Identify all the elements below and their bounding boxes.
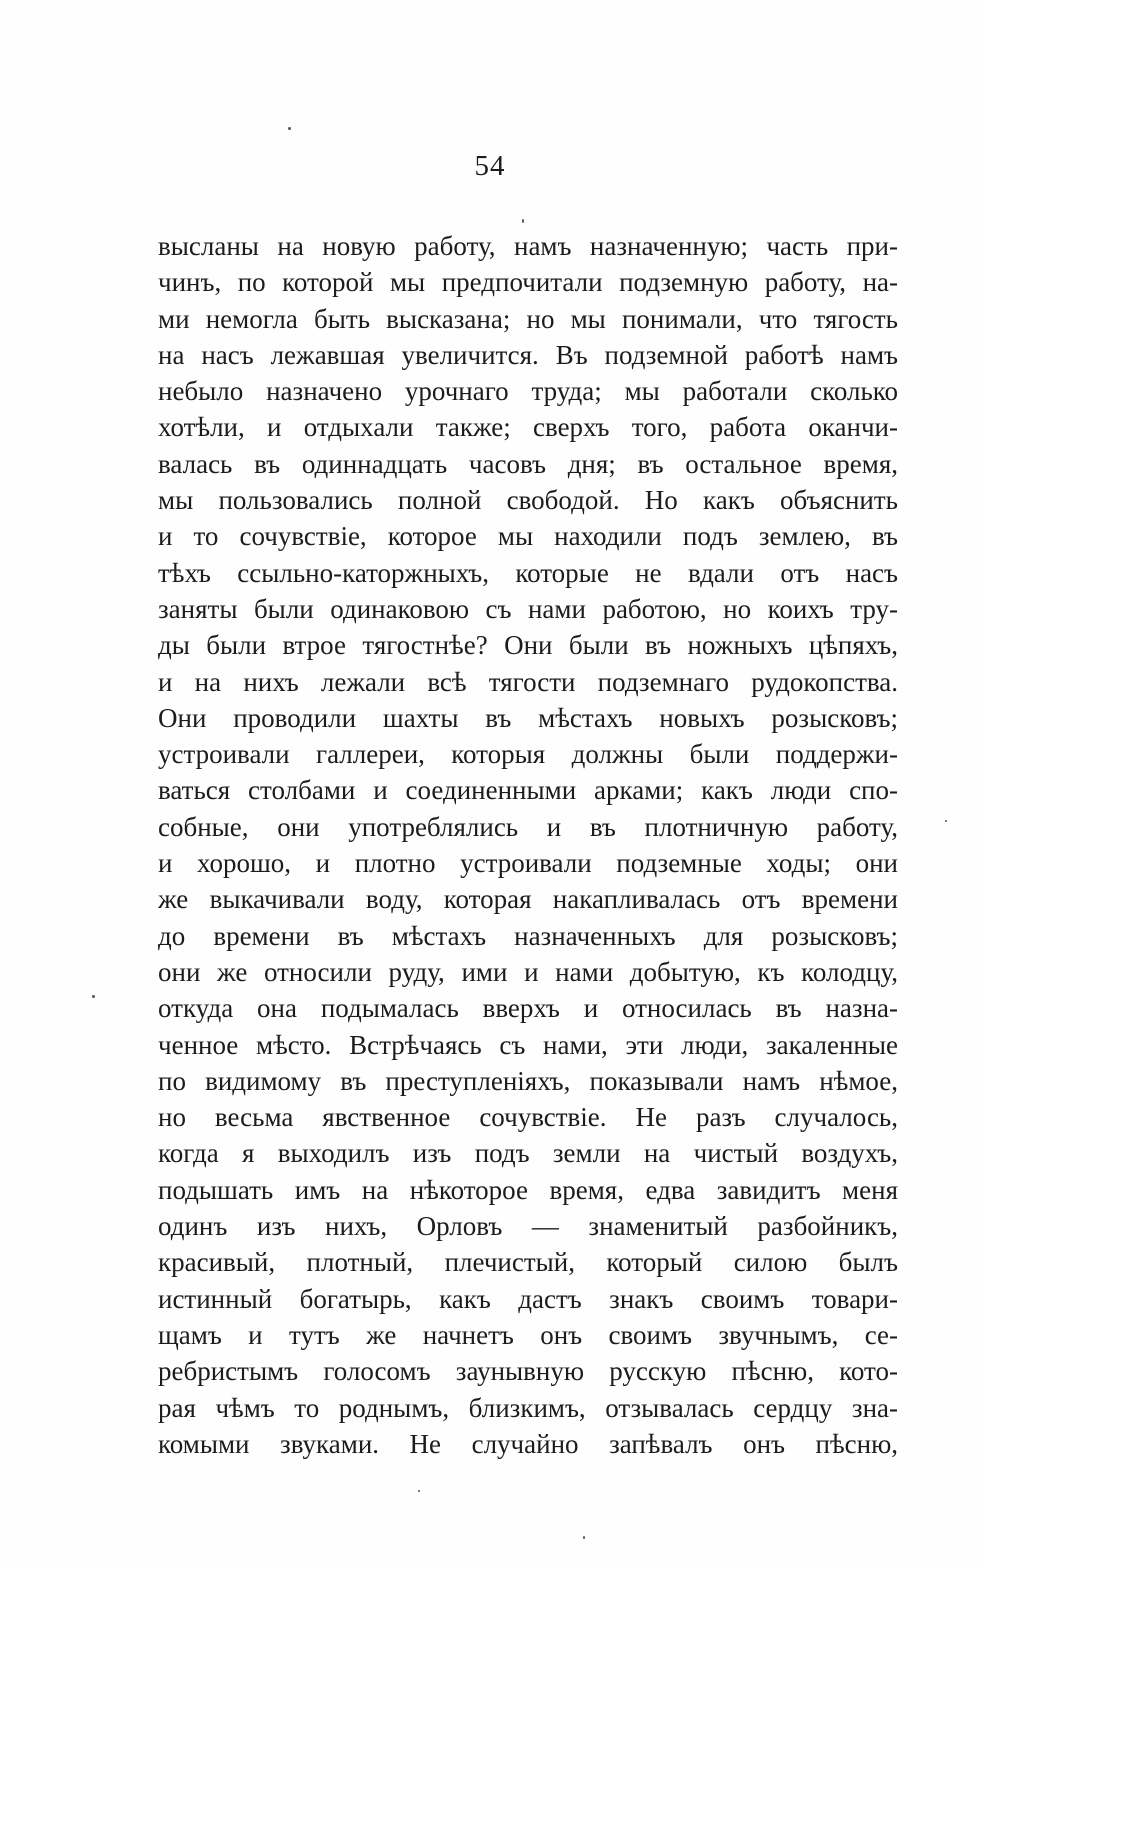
- text-line: ды были втрое тягостнѣе? Они были въ ножныхъ цѣпяхъ,: [158, 630, 898, 661]
- text-line: они же относили руду, ими и нами добытую, къ колодцу,: [158, 956, 898, 987]
- text-line: Они проводили шахты въ мѣстахъ новыхъ розысковъ;: [158, 702, 898, 733]
- scan-speck: [418, 1490, 420, 1492]
- text-line: но весьма явственное сочувствіе. Не разъ случалось,: [158, 1102, 898, 1133]
- text-line: небыло назначено урочнаго труда; мы работали сколько: [158, 376, 898, 407]
- text-line: и то сочувствіе, которое мы находили подъ землею, въ: [158, 521, 898, 552]
- text-line: откуда она подымалась вверхъ и относилась въ назна-: [158, 993, 898, 1024]
- text-line: истинный богатырь, какъ дастъ знакъ своимъ товари-: [158, 1283, 898, 1314]
- text-line: красивый, плотный, плечистый, который силою былъ: [158, 1247, 898, 1278]
- scan-speck: [583, 1536, 585, 1539]
- text-line: щамъ и тутъ же начнетъ онъ своимъ звучнымъ, се-: [158, 1319, 898, 1350]
- text-line: до времени въ мѣстахъ назначенныхъ для розысковъ;: [158, 920, 898, 951]
- text-line: хотѣли, и отдыхали также; сверхъ того, работа оканчи-: [158, 412, 898, 443]
- text-line: валась въ одиннадцать часовъ дня; въ остальное время,: [158, 448, 898, 479]
- text-line: ваться столбами и соединенными арками; какъ люди спо-: [158, 775, 898, 806]
- body-text: [158, 228, 898, 1462]
- text-line: ребристымъ голосомъ заунывную русскую пѣсню, кото-: [158, 1356, 898, 1387]
- scan-speck: [522, 219, 524, 223]
- text-line: чинъ, по которой мы предпочитали подземную работу, на-: [158, 267, 898, 298]
- text-line: комыми звуками. Не случайно запѣвалъ онъ пѣсню,: [158, 1428, 898, 1459]
- text-line: когда я выходилъ изъ подъ земли на чистый воздухъ,: [158, 1138, 898, 1169]
- scan-speck: [92, 995, 95, 998]
- text-line: подышать имъ на нѣкоторое время, едва завидитъ меня: [158, 1174, 898, 1205]
- text-line: мы пользовались полной свободой. Но какъ объяснить: [158, 485, 898, 516]
- text-line: рая чѣмъ то роднымъ, близкимъ, отзывалась сердцу зна-: [158, 1392, 898, 1423]
- page-number: 54: [474, 150, 506, 182]
- text-line: тѣхъ ссыльно-каторжныхъ, которые не вдали отъ насъ: [158, 557, 898, 588]
- text-line: ми немогла быть высказана; но мы понимали, что тягость: [158, 303, 898, 334]
- text-line: ченное мѣсто. Встрѣчаясь съ нами, эти люди, закаленные: [158, 1029, 898, 1060]
- text-line: на насъ лежавшая увеличится. Въ подземной работѣ намъ: [158, 339, 898, 370]
- scan-speck: [945, 820, 947, 822]
- scan-speck: [288, 127, 291, 130]
- text-line: заняты были одинаковою съ нами работою, но коихъ тру-: [158, 593, 898, 624]
- text-line: высланы на новую работу, намъ назначенную; часть при-: [158, 231, 898, 261]
- text-line: устроивали галлереи, которыя должны были поддержи-: [158, 739, 898, 770]
- text-line: собные, они употреблялись и въ плотничную работу,: [158, 811, 898, 842]
- text-line: одинъ изъ нихъ, Орловъ — знаменитый разбойникъ,: [158, 1211, 898, 1242]
- text-line: и хорошо, и плотно устроивали подземные ходы; они: [158, 848, 898, 879]
- text-line: же выкачивали воду, которая накапливалась отъ времени: [158, 884, 898, 915]
- text-line: по видимому въ преступленіяхъ, показывали намъ нѣмое,: [158, 1065, 898, 1096]
- text-line: и на нихъ лежали всѣ тягости подземнаго рудокопства.: [158, 666, 898, 697]
